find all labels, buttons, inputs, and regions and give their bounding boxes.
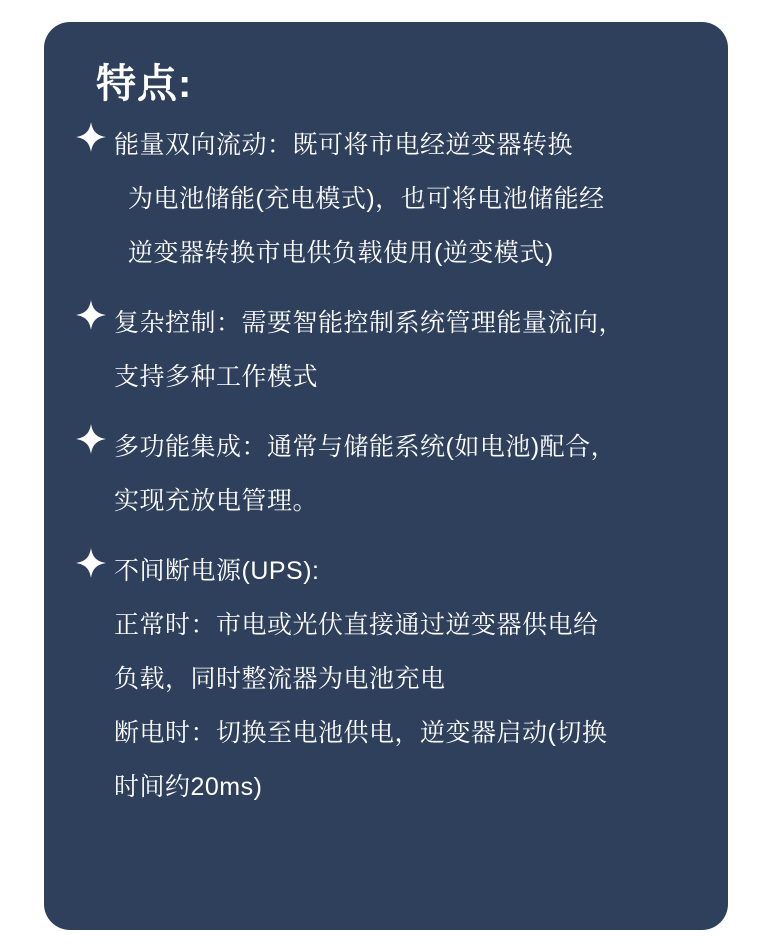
list-item [74, 296, 698, 404]
text-line: 时间约20ms) [114, 773, 263, 801]
list-item-text [114, 544, 698, 814]
text-line: 为电池储能(充电模式)，也可将电池储能经 [128, 185, 605, 213]
text-line: 不间断电源(UPS): [114, 557, 320, 585]
text-line: 能量双向流动：既可将市电经逆变器转换 [114, 131, 574, 159]
list-item [74, 544, 698, 814]
page-title: 特点: [96, 62, 193, 106]
list-item [74, 420, 698, 528]
list-item-text [114, 296, 698, 404]
text-line: 正常时：市电或光伏直接通过逆变器供电给 [114, 611, 599, 639]
list-item-text [114, 420, 698, 528]
list-item [74, 118, 698, 280]
text-line: 负载，同时整流器为电池充电 [114, 665, 446, 693]
text-line: 断电时：切换至电池供电，逆变器启动(切换 [114, 719, 608, 747]
list-item-text [114, 118, 698, 280]
four-point-star-icon [74, 546, 108, 580]
feature-card [44, 22, 728, 930]
four-point-star-icon [74, 422, 108, 456]
text-line: 实现充放电管理。 [114, 487, 319, 515]
four-point-star-icon [74, 120, 108, 154]
text-line: 多功能集成：通常与储能系统(如电池)配合， [114, 433, 617, 461]
text-line: 复杂控制：需要智能控制系统管理能量流向， [114, 309, 625, 337]
text-line: 逆变器转换市电供负载使用(逆变模式) [128, 239, 554, 267]
four-point-star-icon [74, 298, 108, 332]
text-line: 支持多种工作模式 [114, 363, 319, 391]
